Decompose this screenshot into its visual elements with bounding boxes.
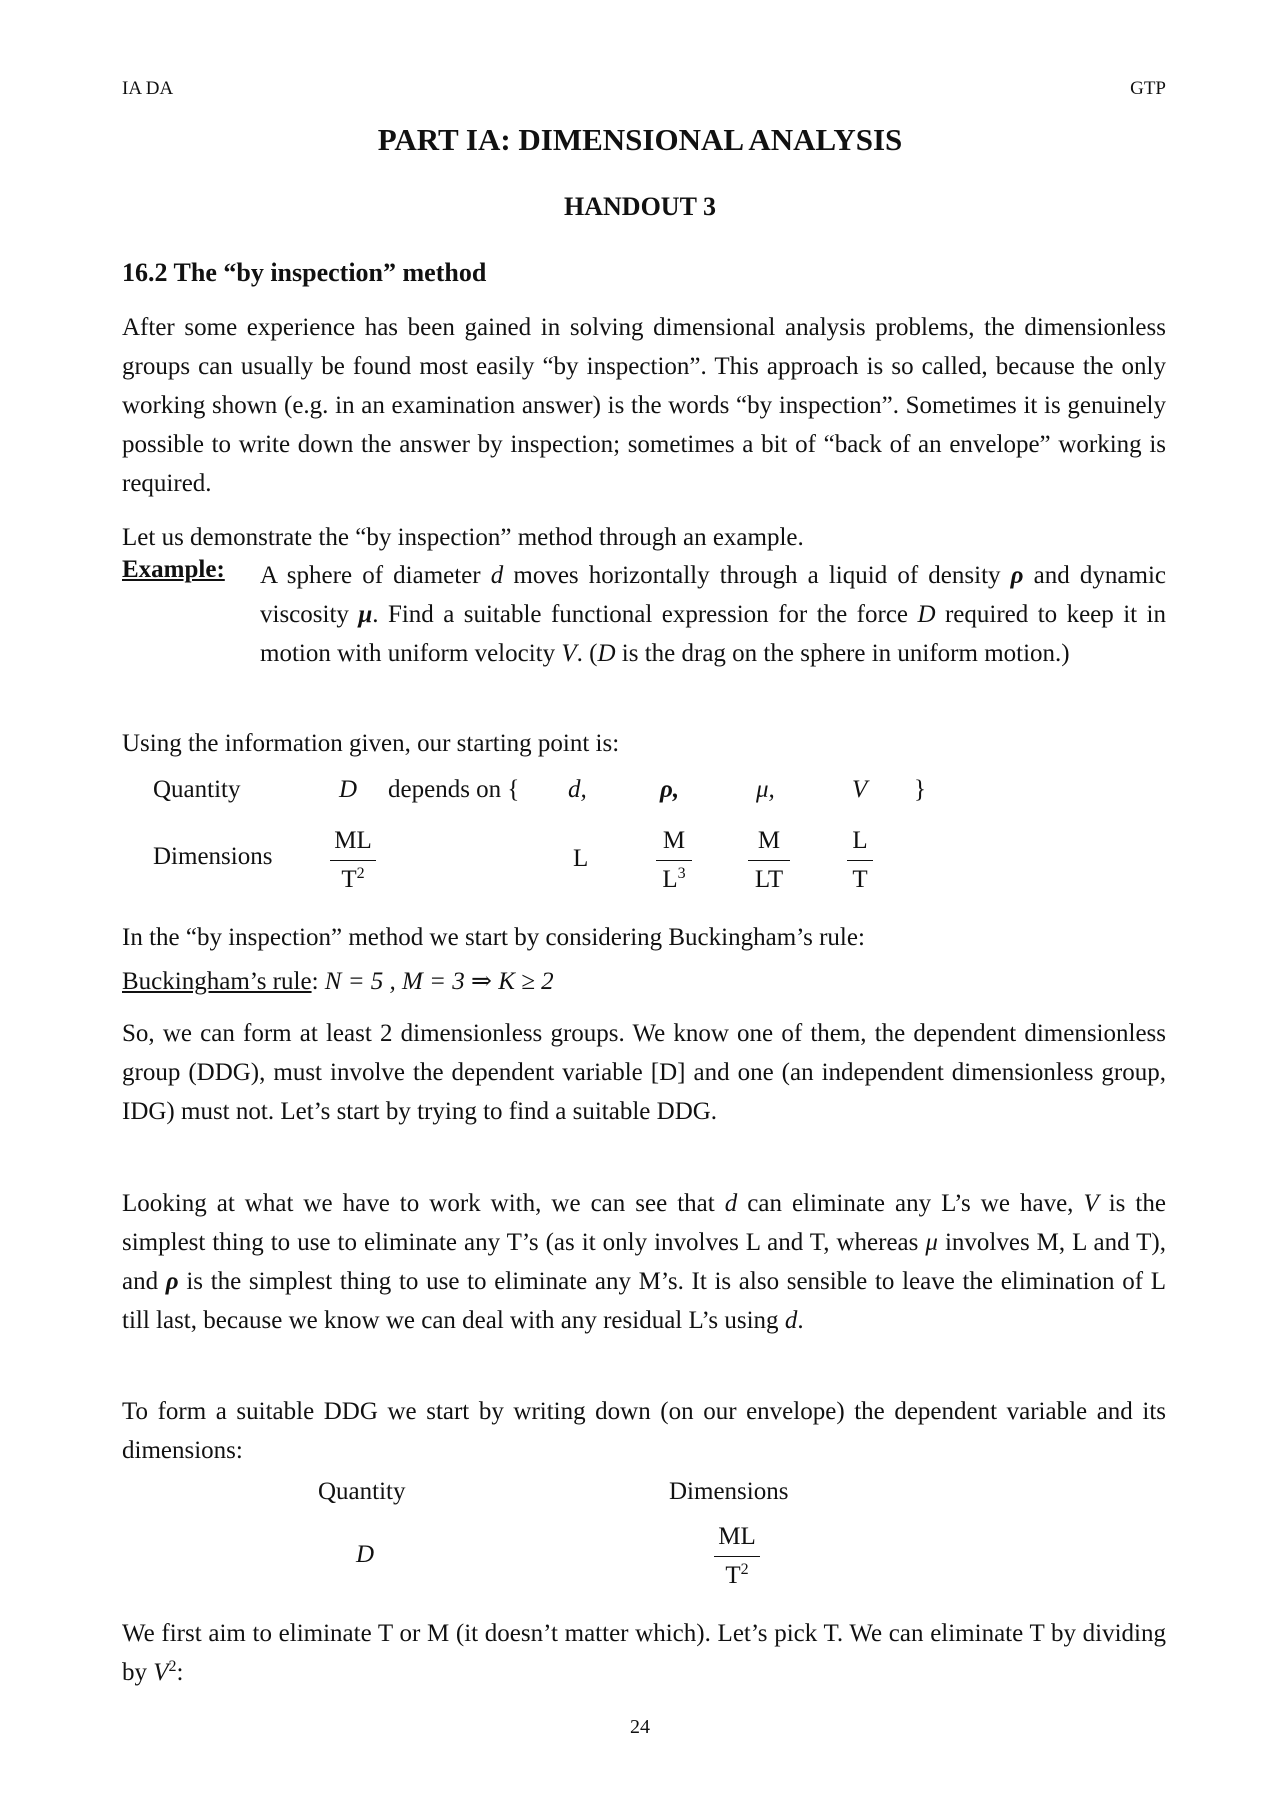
dimensions-label: Dimensions: [153, 843, 273, 870]
var-V: V: [561, 640, 577, 667]
buckingham-expression: N = 5 , M = 3 ⇒ K ≥ 2: [324, 968, 554, 995]
quantity-label: Quantity: [153, 776, 241, 803]
paragraph-form-ddg: To form a suitable DDG we start by writing down (on our envelope) the dependent variable and its dimensions:: [122, 1398, 1166, 1464]
dim-D-fraction: ML $T^2$: [330, 826, 376, 895]
dim-d: L: [573, 845, 589, 872]
quantity-rho: ρ,: [660, 776, 680, 803]
quantity-mu: μ,: [756, 776, 775, 803]
paragraph-buckingham-intro: In the “by inspection” method we start by considering Buckingham’s rule:: [122, 924, 865, 951]
var-D: D: [917, 601, 936, 628]
close-brace: }: [914, 776, 926, 803]
table2-quantity-D: D: [356, 1541, 375, 1568]
quantity-D: D: [339, 776, 358, 803]
page-title: PART IA: DIMENSIONAL ANALYSIS: [377, 122, 903, 157]
paragraph-intro: After some experience has been gained in solving dimensional analysis problems, the dimensionless groups can usually be found most easily “by inspection”. This approach is so called, because the only working shown (e.g. in an examination answer) is the words “by inspection”. Sometimes it is genuinely possible to write down the answer by inspection; sometimes a bit of “back of an envelope” working is required.: [122, 314, 1166, 497]
var-rho: ρ: [1010, 562, 1024, 589]
table2-quantity-header: Quantity: [318, 1478, 406, 1505]
paragraph-demonstrate: Let us demonstrate the “by inspection” method through an example.: [122, 524, 804, 551]
dim-rho-fraction: M $L^3$: [656, 826, 692, 895]
paragraph-eliminate: Looking at what we have to work with, we can see that d can eliminate any L’s we have, V is the simplest thing to use to eliminate any T’s (as it only involves L and T, whereas μ involves M, L and T), and ρ is the simplest thing to use to eliminate any M’s. It is also sensible to leave the elimination of L till last, because we know we can deal with any residual L’s using d.: [122, 1190, 1167, 1334]
section-heading: 16.2 The “by inspection” method: [122, 258, 487, 287]
example-text: A sphere of diameter d moves horizontally through a liquid of density ρ and dynamic viscosity μ. Find a suitable functional expression for the force D required to keep it in motion with uniform velocity V. (D is the drag on the sphere in uniform motion.): [260, 562, 1166, 667]
depends-on: depends on {: [388, 776, 520, 803]
paragraph-dimensionless-groups: So, we can form at least 2 dimensionless groups. We know one of them, the dependent dimensionless group (DDG), must involve the dependent variable [D] and one (an independent dimensionless group, IDG) must not. Let’s start by trying to find a suitable DDG.: [122, 1020, 1166, 1125]
example-label: Example:: [122, 556, 225, 583]
dim-V-fraction: L T: [847, 826, 873, 895]
var-d: d: [490, 562, 504, 589]
header-left: IA DA: [122, 78, 174, 99]
paragraph-eliminate-T: We first aim to eliminate T or M (it doesn’t matter which). Let’s pick T. We can eliminate T by dividing by $V^2$:: [122, 1620, 1166, 1686]
paragraph-starting-point: Using the information given, our starting point is:: [122, 730, 620, 757]
quantity-d: d,: [568, 776, 587, 803]
var-mu: μ: [358, 601, 373, 628]
dim-mu-fraction: M LT: [748, 826, 790, 895]
buckingham-rule: Buckingham’s rule: N = 5 , M = 3 ⇒ K ≥ 2: [122, 968, 554, 995]
quantity-V: V: [852, 776, 868, 803]
header-right: GTP: [1130, 78, 1166, 99]
table2-dimensions-header: Dimensions: [669, 1478, 789, 1505]
page-number: 24: [630, 1716, 650, 1738]
table2-dim-fraction: ML $T^2$: [714, 1522, 760, 1591]
handout-title: HANDOUT 3: [564, 192, 716, 221]
